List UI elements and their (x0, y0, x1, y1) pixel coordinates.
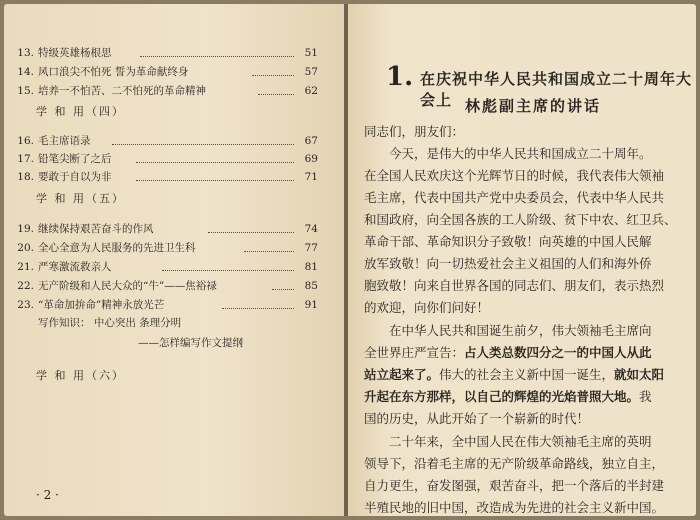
paragraph-line: 今天，是伟大的中华人民共和国成立二十周年。 (389, 146, 652, 161)
toc-entry[interactable]: 22. 无产阶级和人民大众的“牛”——焦裕禄 85 (17, 280, 318, 292)
emphasis-text: 站立起来了。 (364, 367, 440, 382)
toc-leader (252, 75, 294, 76)
toc-leader (136, 180, 294, 181)
toc-entry[interactable]: 19. 继续保持艰苦奋斗的作风 74 (17, 223, 318, 235)
paragraph-text: 伟大的社会主义新中国一诞生， (439, 367, 615, 382)
paragraph-line: 和国政府，向全国各族的工人阶级、贫下中农、红卫兵、 (364, 212, 677, 227)
paragraph-line: 领导下，沿着毛主席的无产阶级革命路线，独立自主， (364, 456, 665, 471)
toc-leader (140, 56, 294, 57)
section-heading[interactable]: 学 和 用（五） (36, 192, 125, 205)
toc-entry[interactable]: 18. 要敢于自以为非 71 (17, 171, 318, 183)
paragraph-line (364, 386, 678, 408)
paragraph-text: 全世界庄严宣告： (364, 345, 465, 360)
toc-entry[interactable]: 20. 全心全意为人民服务的先进卫生科 77 (17, 242, 318, 254)
chapter-title: 在庆祝中华人民共和国成立二十周年大会上 (420, 70, 693, 109)
emphasis-text: 升起在东方那样，以自己的辉煌的光焰普照大地。 (364, 389, 640, 404)
paragraph-line: 毛主席，代表中国共产党中央委员会，代表中华人民共 (364, 190, 665, 205)
page-number-left: · 2 · (36, 488, 59, 502)
paragraph-line: 在全国人民欢庆这个光辉节日的时候，我代表伟大领袖 (364, 168, 665, 183)
toc-entry[interactable]: 15. 培养一不怕苦、二不怕死的革命精神 62 (17, 85, 318, 97)
toc-entry[interactable]: 21. 严寒激流救亲人 81 (17, 261, 318, 273)
emphasis-text: 就如太阳 (614, 367, 665, 382)
toc-leader (258, 94, 294, 95)
toc-leader (112, 144, 294, 145)
paragraph-line: 二十年来，全中国人民在伟大领袖毛主席的英明 (389, 434, 652, 449)
toc-entry[interactable]: 17. 铅笔尖断了之后 69 (17, 153, 318, 165)
speech-title: 林彪副主席的讲话 (465, 97, 602, 115)
toc-leader (208, 232, 294, 233)
toc-entry[interactable]: 16. 毛主席语录 67 (17, 135, 318, 147)
paragraph-line (364, 342, 678, 364)
greeting: 同志们，朋友们： (364, 124, 465, 139)
section-heading[interactable]: 学 和 用（四） (36, 105, 125, 118)
paragraph-line: 半殖民地的旧中国，改造成为先进的社会主义新中国。 (364, 500, 665, 515)
paragraph-line: 国的历史，从此开始了一个崭新的时代！ (364, 411, 590, 426)
writing-note: 写作知识： 中心突出 条理分明 (38, 317, 182, 329)
paragraph-line: 放军致敬！向一切热爱社会主义祖国的人们和海外侨 (364, 256, 652, 271)
paragraph-line (364, 364, 678, 386)
paragraph-line: 在中华人民共和国诞生前夕，伟大领袖毛主席向 (389, 323, 652, 338)
writing-note-subtitle: ——怎样编写作文提纲 (138, 337, 243, 349)
toc-leader (136, 162, 294, 163)
toc-entry[interactable]: 13. 特级英雄杨根思 51 (17, 47, 318, 59)
toc-leader (222, 308, 294, 309)
toc-entry[interactable]: 23. “革命加拚命”精神永放光芒 91 (17, 299, 318, 311)
paragraph-line: 自力更生，奋发图强，艰苦奋斗，把一个落后的半封建 (364, 478, 665, 493)
paragraph-line: 胞致敬！向来自世界各国的同志们、朋友们，表示热烈 (364, 278, 665, 293)
paragraph-line: 的欢迎，向你们问好！ (364, 300, 490, 315)
toc-leader (272, 289, 294, 290)
paragraph-text: 我 (639, 389, 652, 404)
chapter-number: 1. (386, 62, 414, 92)
emphasis-text: 占人类总数四分之一的中国人从此 (464, 345, 652, 360)
toc-leader (244, 251, 294, 252)
paragraph-line: 革命干部、革命知识分子致敬！向英雄的中国人民解 (364, 234, 652, 249)
section-heading[interactable]: 学 和 用（六） (36, 369, 125, 382)
toc-entry[interactable]: 14. 风口浪尖不怕死 誓为革命献终身 57 (17, 66, 318, 78)
toc-leader (162, 270, 294, 271)
